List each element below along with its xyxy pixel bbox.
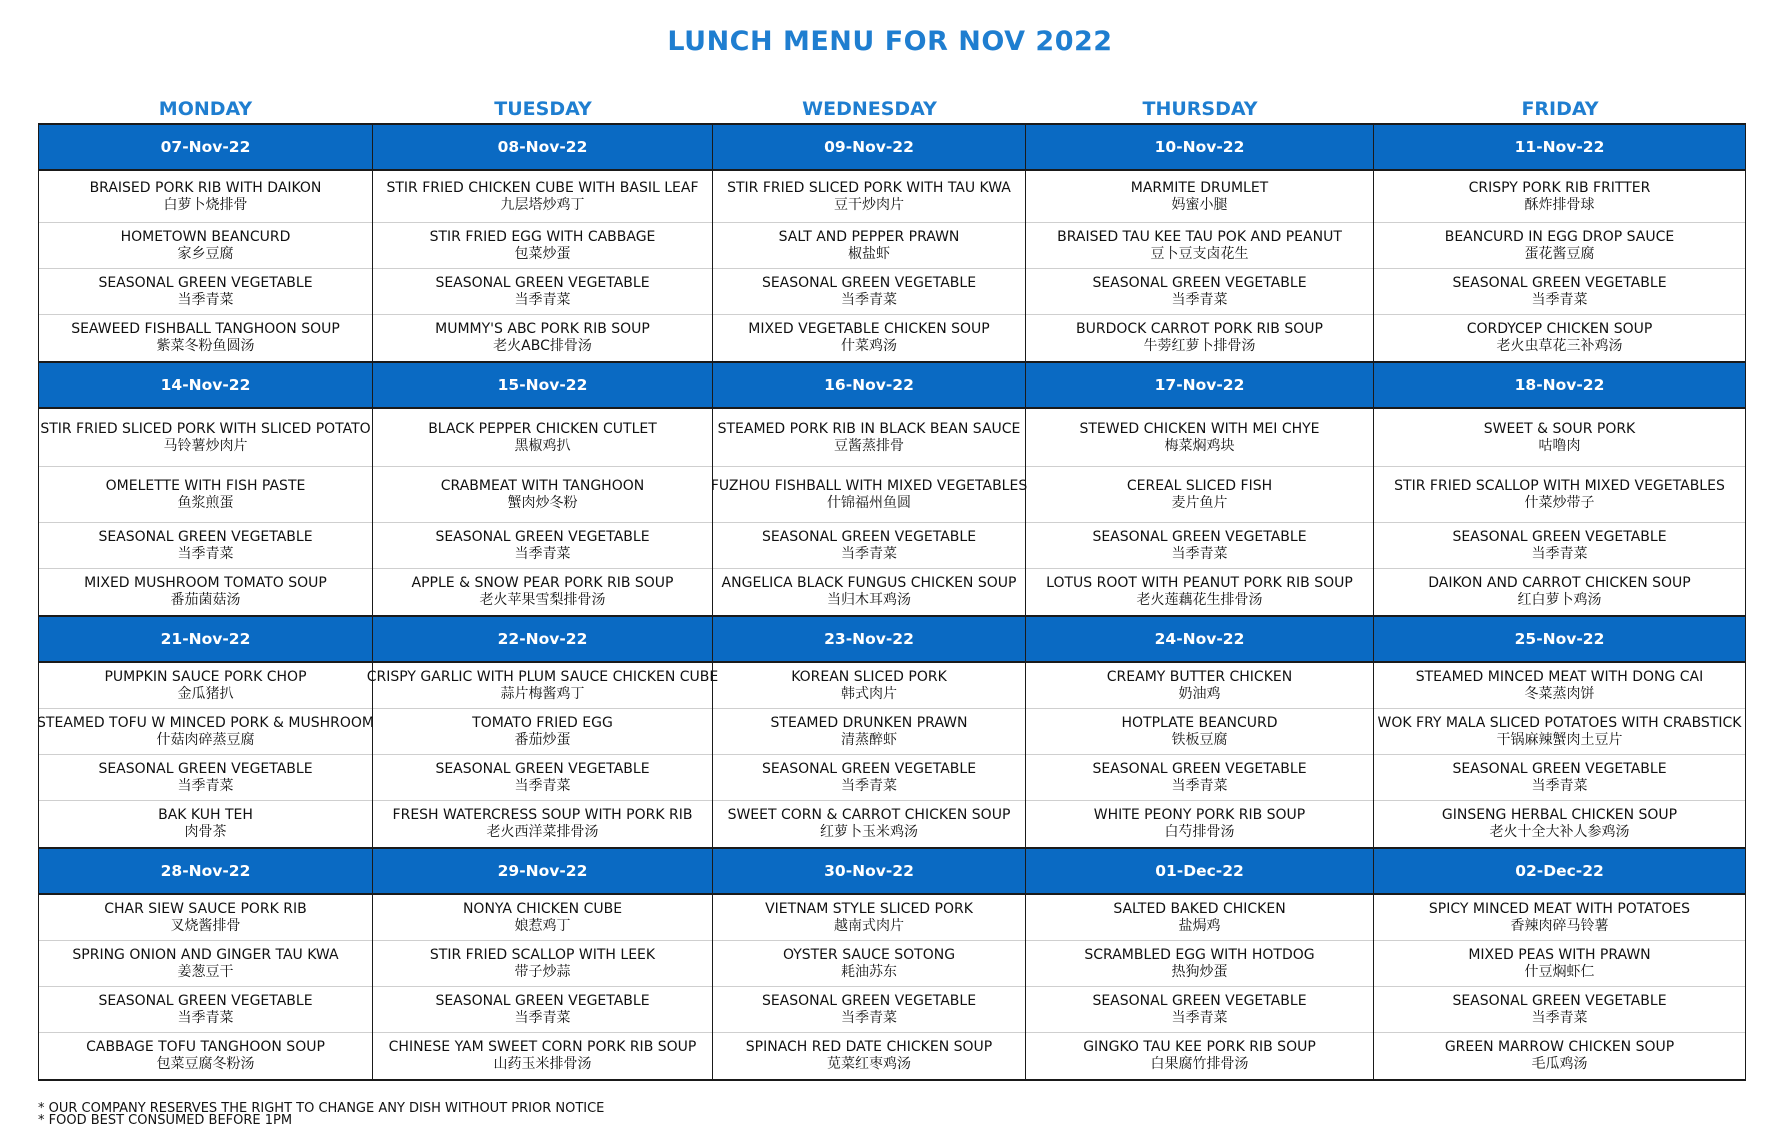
dish-name-chinese: 老火ABC排骨汤 [493, 338, 592, 354]
dish-name-chinese: 紫菜冬粉鱼圆汤 [156, 338, 255, 354]
dish-name-english: CREAMY BUTTER CHICKEN [1106, 668, 1293, 685]
date-cell: 18-Nov-22 [1374, 363, 1746, 407]
menu-item [1026, 1033, 1373, 1079]
menu-item [1374, 223, 1745, 269]
menu-item [1026, 755, 1373, 801]
menu-item [1026, 709, 1373, 755]
dish-name-chinese: 黑椒鸡扒 [514, 437, 571, 454]
menu-item [1026, 941, 1373, 987]
dish-name-english: OMELETTE WITH FISH PASTE [105, 477, 306, 494]
day-menu-column [1026, 663, 1374, 847]
menu-item [713, 895, 1025, 941]
dish-name-english: STEAMED MINCED MEAT WITH DONG CAI [1415, 668, 1704, 685]
weekday-header-row [38, 97, 1746, 121]
dish-name-chinese: 当季青菜 [1171, 291, 1228, 308]
date-cell: 23-Nov-22 [713, 617, 1026, 661]
dish-name-english: OYSTER SAUCE SOTONG [782, 946, 956, 963]
date-cell: 17-Nov-22 [1026, 363, 1374, 407]
date-cell: 30-Nov-22 [713, 849, 1026, 893]
date-cell: 22-Nov-22 [373, 617, 713, 661]
dish-name-english: SWEET CORN & CARROT CHICKEN SOUP [727, 807, 1011, 823]
dish-name-english: STIR FRIED SCALLOP WITH MIXED VEGETABLES [1394, 477, 1725, 494]
dish-name-english: FRESH WATERCRESS SOUP WITH PORK RIB [392, 807, 693, 823]
dish-name-english: CRISPY GARLIC WITH PLUM SAUCE CHICKEN CUBE [366, 668, 719, 685]
dish-name-chinese: 老火苹果雪梨排骨汤 [479, 592, 606, 608]
dish-name-english: BRAISED TAU KEE TAU POK AND PEANUT [1057, 228, 1342, 245]
menu-item [373, 467, 712, 523]
dish-name-english: SEASONAL GREEN VEGETABLE [1092, 992, 1307, 1009]
dish-name-chinese: 干锅麻辣蟹肉土豆片 [1496, 731, 1623, 748]
date-cell: 24-Nov-22 [1026, 617, 1374, 661]
dish-name-chinese: 包菜豆腐冬粉汤 [156, 1056, 255, 1072]
dish-name-chinese: 当季青菜 [841, 1009, 897, 1026]
dish-name-chinese: 什锦福州鱼圆 [827, 494, 911, 511]
dish-name-chinese: 包菜炒蛋 [514, 245, 571, 262]
dish-name-chinese: 老火虫草花三补鸡汤 [1496, 338, 1623, 354]
note-consume-before: * FOOD BEST CONSUMED BEFORE 1PM [38, 1113, 293, 1128]
menu-item [1374, 987, 1745, 1033]
menu-item [1026, 987, 1373, 1033]
weekday-friday: FRIDAY [1521, 98, 1599, 120]
date-cell: 16-Nov-22 [713, 363, 1026, 407]
day-menu-column [1374, 895, 1746, 1079]
dish-name-chinese: 苋菜红枣鸡汤 [827, 1056, 911, 1072]
menu-item [1374, 315, 1745, 361]
dish-name-chinese: 白萝卜烧排骨 [163, 196, 248, 213]
menu-item [1026, 523, 1373, 569]
menu-item [373, 987, 712, 1033]
dish-name-chinese: 马铃薯炒肉片 [163, 437, 248, 454]
menu-item [39, 171, 372, 223]
dish-name-english: SALTED BAKED CHICKEN [1113, 900, 1286, 917]
dish-name-english: NONYA CHICKEN CUBE [462, 900, 623, 917]
dish-name-chinese: 当季青菜 [841, 545, 897, 562]
dish-name-chinese: 热狗炒蛋 [1171, 963, 1228, 980]
day-menu-column [373, 895, 713, 1079]
weekday-monday: MONDAY [158, 98, 253, 120]
dish-name-english: CABBAGE TOFU TANGHOON SOUP [86, 1039, 325, 1055]
menu-item [373, 895, 712, 941]
dish-name-chinese: 冬菜蒸肉饼 [1524, 685, 1595, 702]
dish-name-english: MIXED VEGETABLE CHICKEN SOUP [748, 321, 990, 337]
dish-name-english: CRABMEAT WITH TANGHOON [440, 477, 645, 494]
menu-item [39, 709, 372, 755]
dish-name-english: ANGELICA BLACK FUNGUS CHICKEN SOUP [721, 575, 1017, 591]
dish-row [38, 895, 1746, 1081]
page-title: LUNCH MENU FOR NOV 2022 [667, 26, 1113, 57]
dish-name-english: SEASONAL GREEN VEGETABLE [98, 274, 313, 291]
dish-name-chinese: 当季青菜 [514, 545, 571, 562]
menu-table [38, 123, 1746, 1081]
dish-name-chinese: 当季青菜 [1171, 777, 1228, 794]
dish-name-chinese: 盐焗鸡 [1178, 917, 1221, 934]
menu-item [713, 941, 1025, 987]
day-menu-column [373, 409, 713, 615]
menu-item [713, 171, 1025, 223]
dish-name-english: BEANCURD IN EGG DROP SAUCE [1444, 228, 1675, 245]
date-cell: 14-Nov-22 [38, 363, 373, 407]
dish-name-chinese: 红萝卜玉米鸡汤 [820, 824, 918, 840]
dish-name-chinese: 耗油苏东 [841, 963, 897, 980]
dish-name-chinese: 当季青菜 [841, 777, 897, 794]
date-cell: 25-Nov-22 [1374, 617, 1746, 661]
menu-item [1374, 801, 1745, 847]
dish-name-english: SEASONAL GREEN VEGETABLE [761, 528, 977, 545]
menu-item [39, 269, 372, 315]
menu-item [713, 523, 1025, 569]
dish-name-chinese: 当季青菜 [1531, 1009, 1588, 1026]
dish-name-english: WHITE PEONY PORK RIB SOUP [1093, 807, 1306, 823]
date-cell: 08-Nov-22 [373, 125, 713, 169]
menu-item [1026, 663, 1373, 709]
dish-name-chinese: 当季青菜 [514, 777, 571, 794]
dish-name-chinese: 当季青菜 [1531, 777, 1588, 794]
dish-name-english: SEASONAL GREEN VEGETABLE [1092, 528, 1307, 545]
menu-item [713, 1033, 1025, 1079]
menu-item [39, 801, 372, 847]
menu-item [713, 801, 1025, 847]
date-row [38, 615, 1746, 663]
menu-item [1374, 941, 1745, 987]
menu-item [39, 987, 372, 1033]
dish-name-chinese: 麦片鱼片 [1171, 494, 1228, 511]
dish-name-english: BURDOCK CARROT PORK RIB SOUP [1076, 321, 1323, 337]
dish-name-chinese: 老火莲藕花生排骨汤 [1136, 592, 1263, 608]
dish-name-english: STEAMED PORK RIB IN BLACK BEAN SAUCE [717, 420, 1021, 437]
menu-item [373, 315, 712, 361]
date-cell: 02-Dec-22 [1374, 849, 1746, 893]
dish-name-english: CHINESE YAM SWEET CORN PORK RIB SOUP [388, 1039, 697, 1055]
date-cell: 21-Nov-22 [38, 617, 373, 661]
day-menu-column [39, 409, 373, 615]
menu-item [1026, 569, 1373, 615]
dish-name-chinese: 毛瓜鸡汤 [1531, 1056, 1588, 1072]
day-menu-column [713, 895, 1026, 1079]
menu-item [1374, 171, 1745, 223]
dish-name-chinese: 香辣肉碎马铃薯 [1510, 917, 1609, 934]
menu-item [1026, 801, 1373, 847]
dish-name-chinese: 奶油鸡 [1178, 685, 1221, 702]
dish-name-chinese: 蛋花酱豆腐 [1524, 245, 1595, 262]
menu-item [39, 315, 372, 361]
dish-name-english: MARMITE DRUMLET [1130, 179, 1269, 196]
day-menu-column [713, 171, 1026, 361]
date-row [38, 123, 1746, 171]
dish-name-chinese: 越南式肉片 [834, 917, 904, 934]
dish-name-chinese: 白芍排骨汤 [1164, 824, 1235, 840]
dish-name-english: STEWED CHICKEN WITH MEI CHYE [1079, 420, 1320, 437]
menu-item [39, 941, 372, 987]
dish-name-chinese: 牛蒡红萝卜排骨汤 [1143, 338, 1256, 354]
menu-item [1026, 269, 1373, 315]
menu-item [1374, 523, 1745, 569]
date-row [38, 847, 1746, 895]
dish-name-chinese: 番茄炒蛋 [514, 731, 571, 748]
day-menu-column [1374, 663, 1746, 847]
dish-name-english: STIR FRIED SCALLOP WITH LEEK [429, 946, 656, 963]
dish-name-english: SEASONAL GREEN VEGETABLE [761, 760, 977, 777]
dish-name-chinese: 红白萝卜鸡汤 [1517, 592, 1602, 608]
dish-name-chinese: 韩式肉片 [841, 685, 897, 702]
dish-name-english: MUMMY'S ABC PORK RIB SOUP [435, 321, 650, 337]
menu-item [39, 523, 372, 569]
dish-name-english: SEASONAL GREEN VEGETABLE [435, 992, 650, 1009]
menu-item [713, 569, 1025, 615]
dish-name-chinese: 叉烧酱排骨 [170, 917, 241, 934]
dish-name-english: STIR FRIED EGG WITH CABBAGE [429, 228, 656, 245]
menu-item [713, 755, 1025, 801]
menu-item [1026, 895, 1373, 941]
dish-name-chinese: 当季青菜 [841, 291, 897, 308]
date-cell: 11-Nov-22 [1374, 125, 1746, 169]
dish-name-english: SPRING ONION AND GINGER TAU KWA [72, 946, 339, 963]
dish-name-english: STIR FRIED CHICKEN CUBE WITH BASIL LEAF [386, 179, 699, 196]
dish-name-chinese: 清蒸醉虾 [841, 731, 897, 748]
weekday-wednesday: WEDNESDAY [802, 98, 937, 120]
date-cell: 09-Nov-22 [713, 125, 1026, 169]
day-menu-column [373, 171, 713, 361]
dish-name-english: SEASONAL GREEN VEGETABLE [1452, 992, 1667, 1009]
menu-item [1374, 1033, 1745, 1079]
date-cell: 01-Dec-22 [1026, 849, 1374, 893]
dish-name-chinese: 当季青菜 [1531, 545, 1588, 562]
dish-name-english: SEASONAL GREEN VEGETABLE [98, 992, 313, 1009]
menu-item [1374, 569, 1745, 615]
dish-name-chinese: 豆酱蒸排骨 [834, 437, 904, 454]
menu-item [373, 523, 712, 569]
dish-name-chinese: 九层塔炒鸡丁 [500, 196, 585, 213]
dish-name-chinese: 当季青菜 [514, 1009, 571, 1026]
dish-name-english: SPICY MINCED MEAT WITH POTATOES [1428, 900, 1691, 917]
menu-item [39, 569, 372, 615]
menu-item [1374, 709, 1745, 755]
dish-name-chinese: 什菇肉碎蒸豆腐 [156, 731, 255, 748]
weekday-tuesday: TUESDAY [494, 98, 592, 120]
dish-name-chinese: 当季青菜 [177, 1009, 234, 1026]
menu-item [1374, 269, 1745, 315]
dish-name-english: SEASONAL GREEN VEGETABLE [435, 760, 650, 777]
menu-item [373, 755, 712, 801]
dish-name-english: SALT AND PEPPER PRAWN [778, 228, 960, 245]
dish-name-english: SEASONAL GREEN VEGETABLE [1452, 760, 1667, 777]
day-menu-column [39, 171, 373, 361]
menu-item [39, 1033, 372, 1079]
menu-item [373, 171, 712, 223]
menu-item [1026, 223, 1373, 269]
day-menu-column [1374, 409, 1746, 615]
dish-name-english: SPINACH RED DATE CHICKEN SOUP [745, 1039, 993, 1055]
dish-name-chinese: 当季青菜 [1171, 1009, 1228, 1026]
dish-name-chinese: 当季青菜 [1171, 545, 1228, 562]
menu-item [373, 409, 712, 467]
dish-name-english: APPLE & SNOW PEAR PORK RIB SOUP [411, 575, 674, 591]
dish-name-english: SEASONAL GREEN VEGETABLE [1452, 528, 1667, 545]
dish-name-english: CEREAL SLICED FISH [1126, 477, 1273, 494]
dish-name-english: SEASONAL GREEN VEGETABLE [1092, 274, 1307, 291]
dish-name-chinese: 椒盐虾 [848, 245, 890, 262]
menu-item [1374, 895, 1745, 941]
dish-name-english: BRAISED PORK RIB WITH DAIKON [89, 179, 322, 196]
menu-item [713, 269, 1025, 315]
dish-name-english: SEASONAL GREEN VEGETABLE [98, 760, 313, 777]
dish-name-english: SCRAMBLED EGG WITH HOTDOG [1084, 946, 1315, 963]
dish-name-english: TOMATO FRIED EGG [472, 714, 613, 731]
dish-name-english: HOMETOWN BEANCURD [120, 228, 291, 245]
dish-name-chinese: 家乡豆腐 [177, 245, 234, 262]
dish-name-chinese: 番茄菌菇汤 [170, 592, 241, 608]
dish-name-chinese: 酥炸排骨球 [1524, 196, 1595, 213]
menu-item [713, 223, 1025, 269]
menu-item [39, 895, 372, 941]
dish-row [38, 409, 1746, 615]
dish-name-chinese: 豆干炒肉片 [834, 196, 904, 213]
menu-item [39, 467, 372, 523]
menu-item [373, 269, 712, 315]
menu-item [1026, 467, 1373, 523]
date-cell: 10-Nov-22 [1026, 125, 1374, 169]
date-cell: 07-Nov-22 [38, 125, 373, 169]
dish-name-chinese: 当季青菜 [177, 777, 234, 794]
date-cell: 29-Nov-22 [373, 849, 713, 893]
dish-name-chinese: 鱼浆煎蛋 [177, 494, 234, 511]
dish-name-english: SEASONAL GREEN VEGETABLE [1452, 274, 1667, 291]
menu-item [1026, 409, 1373, 467]
dish-name-chinese: 当季青菜 [177, 291, 234, 308]
menu-item [713, 663, 1025, 709]
menu-item [713, 315, 1025, 361]
dish-name-english: SEASONAL GREEN VEGETABLE [98, 528, 313, 545]
day-menu-column [1026, 171, 1374, 361]
dish-name-chinese: 什菜鸡汤 [841, 338, 897, 354]
dish-name-chinese: 肉骨茶 [184, 824, 227, 840]
date-row [38, 361, 1746, 409]
menu-item [713, 409, 1025, 467]
dish-name-english: GINGKO TAU KEE PORK RIB SOUP [1083, 1039, 1316, 1055]
menu-item [713, 987, 1025, 1033]
weekday-thursday: THURSDAY [1142, 98, 1258, 120]
day-menu-column [39, 663, 373, 847]
dish-name-english: FUZHOU FISHBALL WITH MIXED VEGETABLES [710, 477, 1028, 494]
dish-name-english: GREEN MARROW CHICKEN SOUP [1444, 1039, 1675, 1055]
dish-name-chinese: 山药玉米排骨汤 [493, 1056, 592, 1072]
menu-item [39, 755, 372, 801]
dish-name-english: SEASONAL GREEN VEGETABLE [435, 528, 650, 545]
menu-item [373, 941, 712, 987]
menu-item [1374, 663, 1745, 709]
dish-name-english: PUMPKIN SAUCE PORK CHOP [104, 668, 307, 685]
menu-item [373, 801, 712, 847]
menu-item [39, 223, 372, 269]
day-menu-column [39, 895, 373, 1079]
dish-name-english: STIR FRIED SLICED PORK WITH SLICED POTATO [40, 420, 371, 437]
menu-item [373, 709, 712, 755]
menu-item [39, 409, 372, 467]
dish-name-english: STIR FRIED SLICED PORK WITH TAU KWA [727, 179, 1011, 196]
dish-name-chinese: 老火十全大补人参鸡汤 [1489, 824, 1630, 840]
menu-item [373, 223, 712, 269]
dish-name-chinese: 当季青菜 [1531, 291, 1588, 308]
dish-name-chinese: 妈蜜小腿 [1171, 196, 1228, 213]
menu-item [1026, 315, 1373, 361]
dish-name-english: WOK FRY MALA SLICED POTATOES WITH CRABSTICK [1377, 714, 1742, 731]
day-menu-column [366, 663, 719, 847]
menu-item [366, 663, 719, 709]
day-menu-column [1026, 409, 1374, 615]
dish-name-chinese: 白果腐竹排骨汤 [1150, 1056, 1249, 1072]
dish-name-english: SEAWEED FISHBALL TANGHOON SOUP [71, 321, 340, 337]
day-menu-column [1026, 895, 1374, 1079]
dish-name-chinese: 蒜片梅酱鸡丁 [500, 685, 585, 702]
dish-name-chinese: 老火西洋菜排骨汤 [486, 824, 599, 840]
dish-name-english: DAIKON AND CARROT CHICKEN SOUP [1428, 575, 1691, 591]
menu-item [1374, 755, 1745, 801]
dish-name-english: SEASONAL GREEN VEGETABLE [761, 274, 977, 291]
dish-name-english: HOTPLATE BEANCURD [1121, 714, 1278, 731]
dish-name-english: CRISPY PORK RIB FRITTER [1468, 179, 1651, 196]
dish-name-english: LOTUS ROOT WITH PEANUT PORK RIB SOUP [1046, 575, 1353, 591]
dish-name-chinese: 什豆焖虾仁 [1524, 963, 1595, 980]
dish-name-english: STEAMED DRUNKEN PRAWN [770, 714, 968, 731]
dish-name-chinese: 当归木耳鸡汤 [827, 592, 911, 608]
dish-name-chinese: 铁板豆腐 [1171, 731, 1228, 748]
dish-name-chinese: 梅菜焖鸡块 [1164, 437, 1235, 454]
menu-item [373, 1033, 712, 1079]
day-menu-column [1374, 171, 1746, 361]
dish-name-english: STEAMED TOFU W MINCED PORK & MUSHROOM [37, 714, 374, 731]
dish-name-chinese: 蟹肉炒冬粉 [507, 494, 578, 511]
menu-item [39, 663, 372, 709]
menu-item [713, 709, 1025, 755]
menu-item [1026, 171, 1373, 223]
footer-notes [38, 1103, 604, 1127]
dish-name-chinese: 当季青菜 [177, 545, 234, 562]
menu-item [1374, 409, 1745, 467]
menu-item [373, 569, 712, 615]
dish-name-chinese: 带子炒蒜 [514, 963, 571, 980]
dish-name-chinese: 姜葱豆干 [177, 963, 234, 980]
dish-row [38, 171, 1746, 361]
dish-name-english: CHAR SIEW SAUCE PORK RIB [104, 900, 307, 917]
dish-name-english: MIXED MUSHROOM TOMATO SOUP [84, 575, 327, 591]
day-menu-column [713, 663, 1026, 847]
dish-name-english: SEASONAL GREEN VEGETABLE [435, 274, 650, 291]
dish-name-english: SWEET & SOUR PORK [1483, 420, 1636, 437]
note-change-notice: * OUR COMPANY RESERVES THE RIGHT TO CHANGE ANY DISH WITHOUT PRIOR NOTICE [38, 1101, 605, 1116]
dish-name-english: SEASONAL GREEN VEGETABLE [1092, 760, 1307, 777]
dish-name-chinese: 当季青菜 [514, 291, 571, 308]
menu-item [1374, 467, 1745, 523]
dish-name-chinese: 娘惹鸡丁 [514, 917, 571, 934]
date-cell: 15-Nov-22 [373, 363, 713, 407]
menu-item [710, 467, 1028, 523]
dish-name-chinese: 咕噜肉 [1538, 437, 1581, 454]
dish-name-chinese: 豆卜豆支卤花生 [1150, 245, 1249, 262]
dish-name-english: BAK KUH TEH [158, 807, 253, 823]
dish-row [38, 663, 1746, 847]
dish-name-english: MIXED PEAS WITH PRAWN [1468, 946, 1651, 963]
dish-name-english: SEASONAL GREEN VEGETABLE [761, 992, 977, 1009]
dish-name-chinese: 什菜炒带子 [1524, 494, 1595, 511]
day-menu-column [710, 409, 1028, 615]
dish-name-english: VIETNAM STYLE SLICED PORK [765, 900, 973, 917]
dish-name-english: KOREAN SLICED PORK [791, 668, 947, 685]
dish-name-english: GINSENG HERBAL CHICKEN SOUP [1441, 807, 1678, 823]
dish-name-english: BLACK PEPPER CHICKEN CUTLET [428, 420, 657, 437]
dish-name-english: CORDYCEP CHICKEN SOUP [1466, 321, 1653, 337]
dish-name-chinese: 金瓜猪扒 [177, 685, 234, 702]
date-cell: 28-Nov-22 [38, 849, 373, 893]
